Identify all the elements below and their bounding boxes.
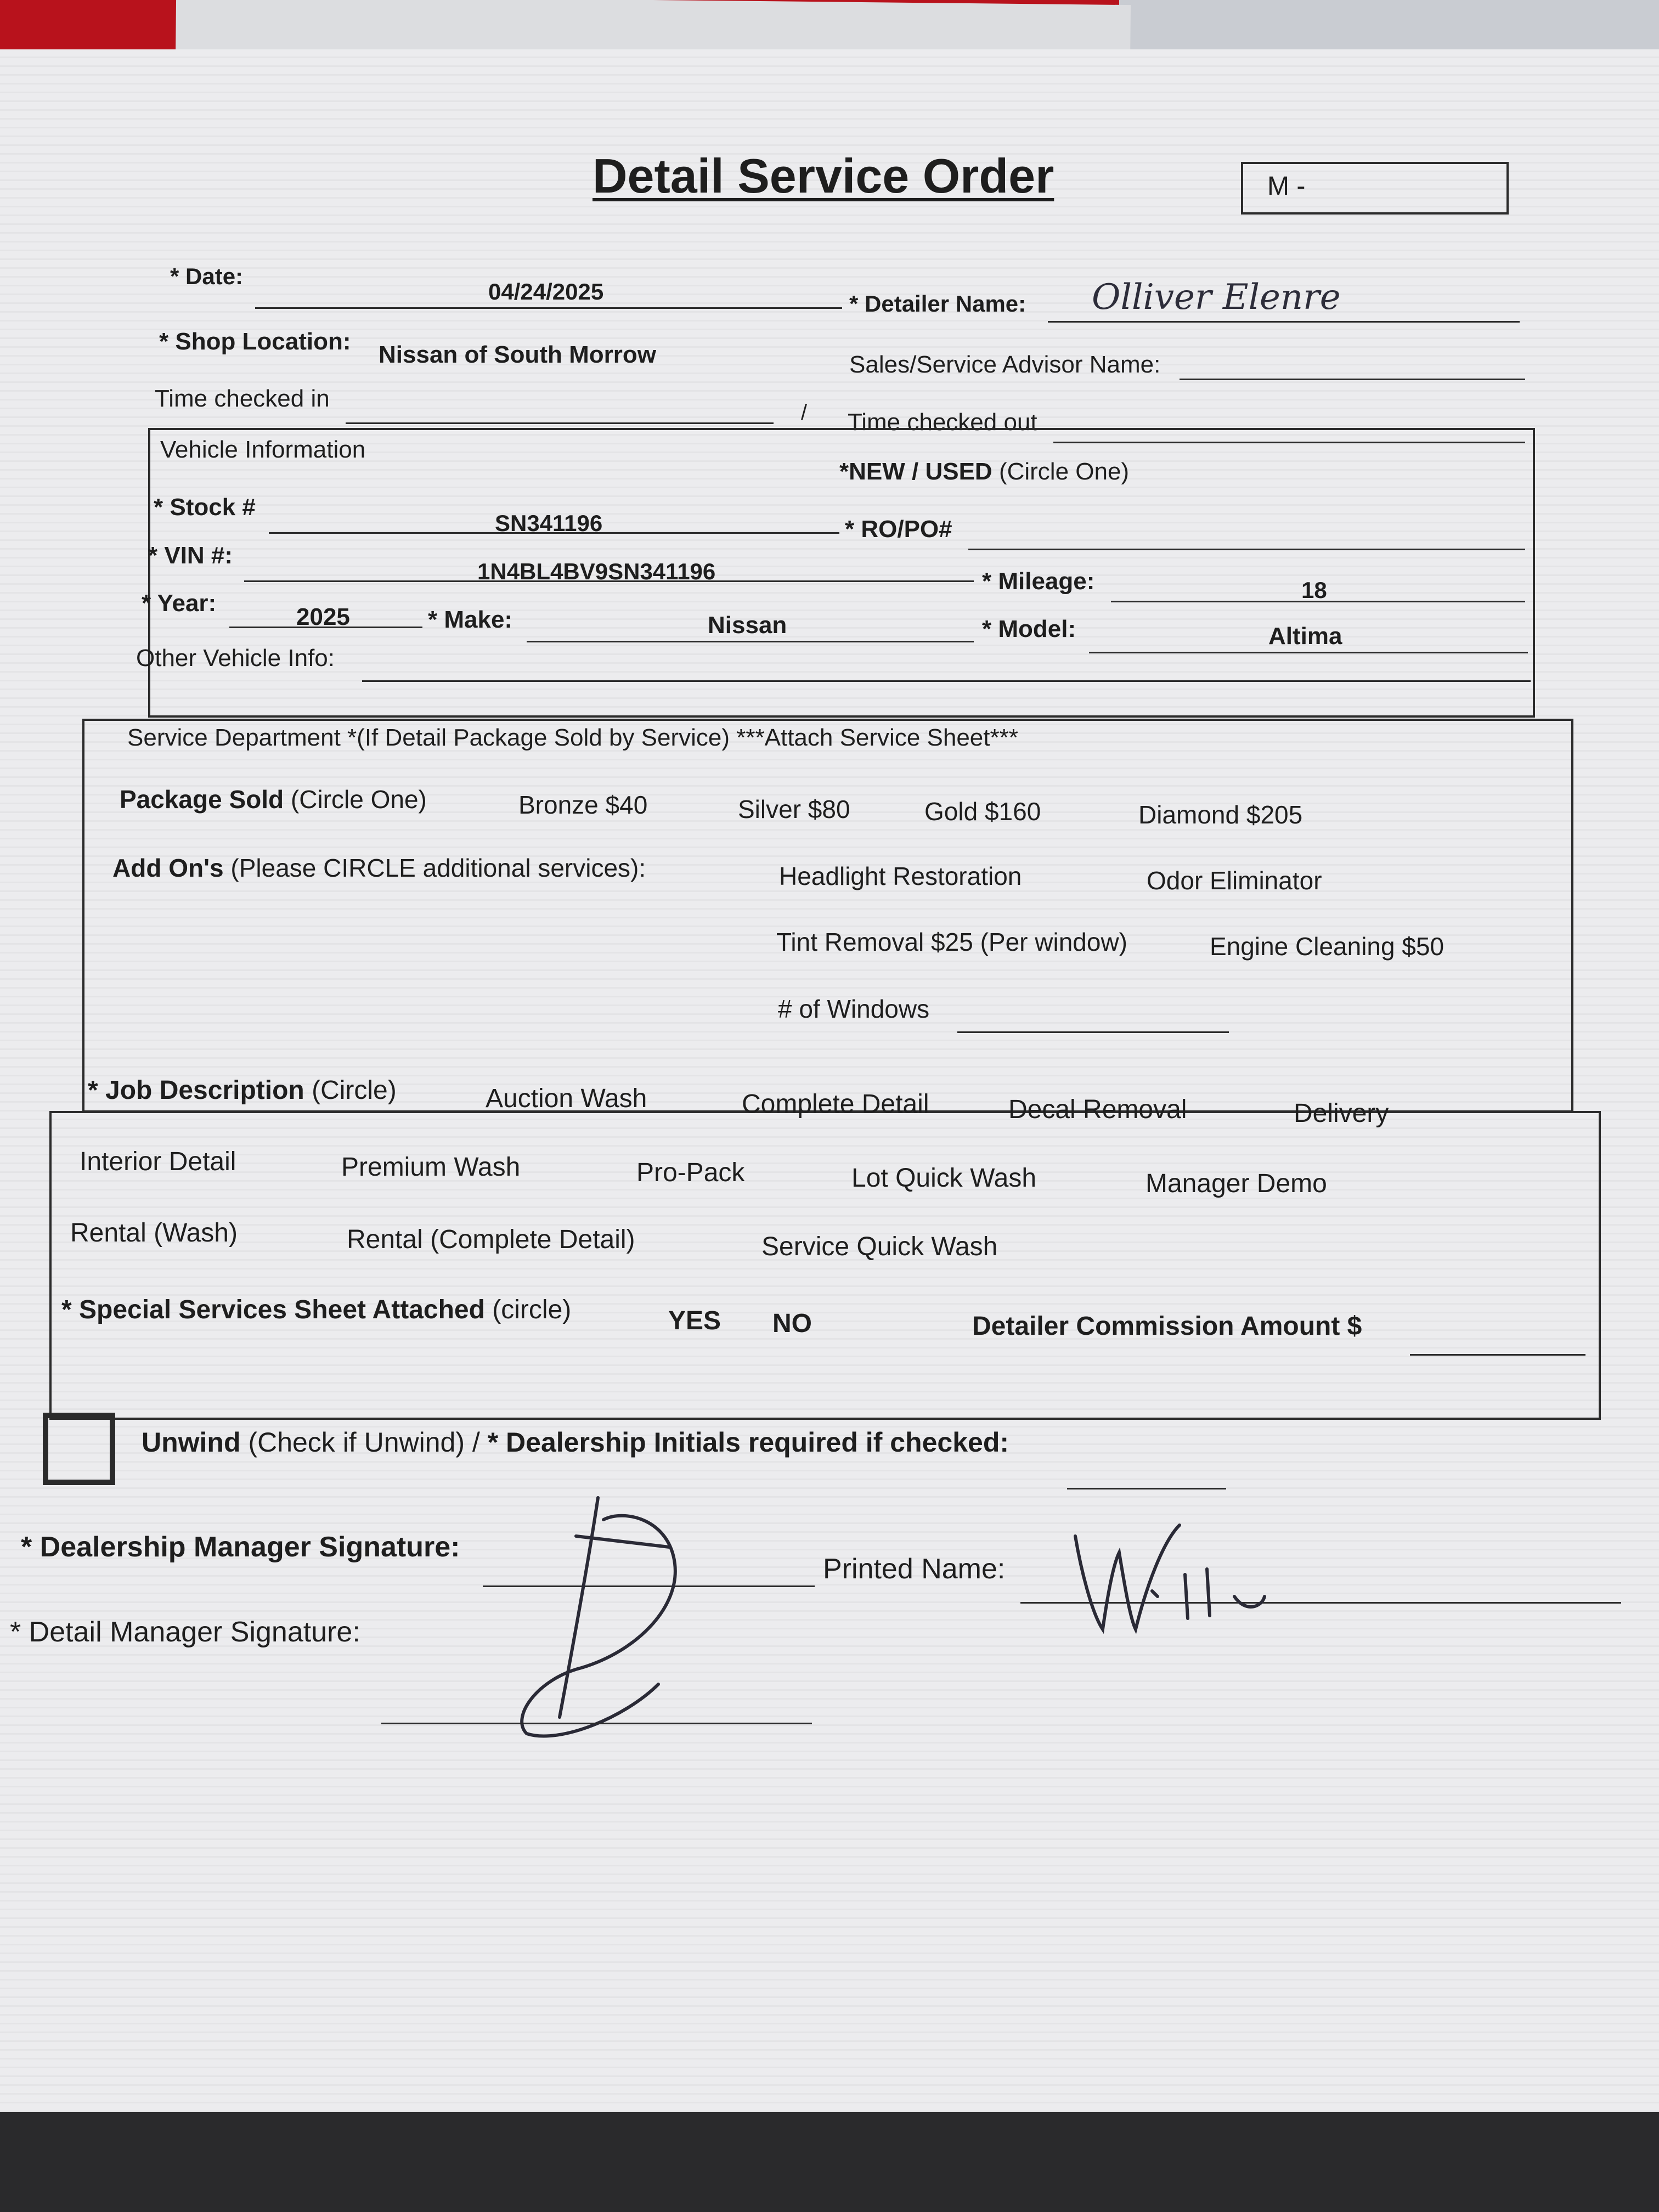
service-heading: Service Department *(If Detail Package Sold by Service) ***Attach Service Sheet*** <box>127 724 1018 751</box>
dealership-manager-signature[interactable] <box>494 1487 713 1739</box>
new-used-label: *NEW / USED <box>839 458 992 485</box>
time-in-line <box>346 422 774 424</box>
job-service-quick-wash[interactable]: Service Quick Wash <box>761 1232 998 1261</box>
unwind-checkbox[interactable] <box>43 1413 115 1485</box>
detail-manager-signature-label: * Detail Manager Signature: <box>10 1616 360 1648</box>
form-title: Detail Service Order <box>592 149 1054 203</box>
detailer-name-label: * Detailer Name: <box>849 291 1026 317</box>
package-gold[interactable]: Gold $160 <box>924 797 1041 826</box>
job-description-field <box>88 1075 397 1105</box>
advisor-name-label: Sales/Service Advisor Name: <box>849 351 1161 378</box>
package-sold-hint: (Circle One) <box>290 785 427 814</box>
package-sold-field <box>120 785 427 814</box>
advisor-name-line <box>1180 379 1525 380</box>
mileage-label: * Mileage: <box>982 568 1095 595</box>
mileage-value[interactable]: 18 <box>1301 577 1327 603</box>
addon-engine-cleaning[interactable]: Engine Cleaning $50 <box>1210 932 1444 961</box>
special-services-label: * Special Services Sheet Attached <box>61 1295 485 1324</box>
other-info-label: Other Vehicle Info: <box>136 645 335 672</box>
vehicle-info-heading: Vehicle Information <box>160 436 366 463</box>
job-description-box <box>49 1111 1601 1420</box>
unwind-hint: (Check if Unwind) / <box>248 1427 480 1458</box>
job-pro-pack[interactable]: Pro-Pack <box>636 1158 745 1187</box>
special-services-yes[interactable]: YES <box>668 1306 721 1335</box>
date-value[interactable]: 04/24/2025 <box>488 279 604 304</box>
windows-label: # of Windows <box>778 995 930 1023</box>
addon-headlight-restoration[interactable]: Headlight Restoration <box>779 862 1022 890</box>
job-delivery[interactable]: Delivery <box>1294 1099 1389 1128</box>
time-in-label: Time checked in <box>155 385 330 412</box>
background-bottom <box>0 2101 1659 2212</box>
time-separator: / <box>801 400 808 425</box>
job-description-hint: (Circle) <box>312 1076 397 1105</box>
unwind-field <box>142 1426 1009 1458</box>
dealership-initials-label: * Dealership Initials required if checked: <box>487 1427 1009 1458</box>
date-label: * Date: <box>170 263 244 289</box>
time-out-label: Time checked out <box>848 409 1037 436</box>
add-ons-hint: (Please CIRCLE additional services): <box>230 854 646 882</box>
shop-location-label: * Shop Location: <box>159 328 351 355</box>
printed-name-label: Printed Name: <box>823 1553 1006 1585</box>
job-auction-wash[interactable]: Auction Wash <box>486 1084 647 1113</box>
ropo-line <box>968 549 1525 550</box>
model-value[interactable]: Altima <box>1268 623 1342 650</box>
package-diamond[interactable]: Diamond $205 <box>1138 800 1303 829</box>
stock-label: * Stock # <box>154 494 256 521</box>
new-used-field[interactable] <box>839 458 1129 486</box>
vin-label: * VIN #: <box>148 542 233 569</box>
job-interior-detail[interactable]: Interior Detail <box>80 1147 236 1176</box>
model-label: * Model: <box>982 616 1076 642</box>
date-line <box>255 307 842 309</box>
make-label: * Make: <box>428 606 513 633</box>
unwind-label: Unwind <box>142 1427 241 1458</box>
job-description-label: * Job Description <box>88 1076 304 1105</box>
add-ons-label: Add On's <box>112 854 224 882</box>
job-lot-quick-wash[interactable]: Lot Quick Wash <box>851 1164 1037 1193</box>
addon-tint-removal[interactable]: Tint Removal $25 (Per window) <box>776 928 1127 956</box>
dealership-initials-line <box>1067 1488 1226 1489</box>
year-label: * Year: <box>142 590 217 617</box>
special-services-hint: (circle) <box>492 1295 572 1324</box>
addon-odor-eliminator[interactable]: Odor Eliminator <box>1147 866 1322 895</box>
vin-value[interactable]: 1N4BL4BV9SN341196 <box>477 558 716 584</box>
new-used-hint: (Circle One) <box>998 458 1130 485</box>
make-line <box>527 641 974 642</box>
form-sheet <box>0 49 1659 2112</box>
job-decal-removal[interactable]: Decal Removal <box>1008 1095 1187 1124</box>
package-sold-label: Package Sold <box>120 785 284 814</box>
make-value[interactable]: Nissan <box>708 612 787 639</box>
package-silver[interactable]: Silver $80 <box>738 795 850 823</box>
order-number-label: M - <box>1267 172 1306 201</box>
ropo-label: * RO/PO# <box>845 516 952 543</box>
commission-line <box>1410 1354 1585 1356</box>
job-rental-complete-detail[interactable]: Rental (Complete Detail) <box>347 1225 635 1254</box>
special-services-no[interactable]: NO <box>772 1309 812 1338</box>
service-department-box <box>82 719 1573 1113</box>
year-value[interactable]: 2025 <box>296 603 350 630</box>
job-manager-demo[interactable]: Manager Demo <box>1146 1169 1327 1198</box>
dealership-manager-signature-label: * Dealership Manager Signature: <box>21 1531 460 1563</box>
windows-line <box>957 1031 1229 1033</box>
printed-name-signature[interactable] <box>1070 1503 1267 1646</box>
special-services-field <box>61 1295 571 1325</box>
add-ons-field <box>112 853 646 883</box>
other-info-line <box>362 680 1531 682</box>
detailer-name-value[interactable]: Olliver Elenre <box>1092 277 1341 318</box>
commission-label: Detailer Commission Amount $ <box>972 1312 1362 1341</box>
job-complete-detail[interactable]: Complete Detail <box>742 1090 929 1119</box>
job-rental-wash[interactable]: Rental (Wash) <box>70 1218 238 1248</box>
detailer-name-line <box>1048 321 1520 323</box>
package-bronze[interactable]: Bronze $40 <box>518 791 648 819</box>
shop-location-value[interactable]: Nissan of South Morrow <box>379 341 656 368</box>
job-premium-wash[interactable]: Premium Wash <box>341 1153 521 1182</box>
detail-manager-signature-line <box>381 1723 812 1724</box>
model-line <box>1089 652 1528 653</box>
stock-value[interactable]: SN341196 <box>495 510 603 536</box>
